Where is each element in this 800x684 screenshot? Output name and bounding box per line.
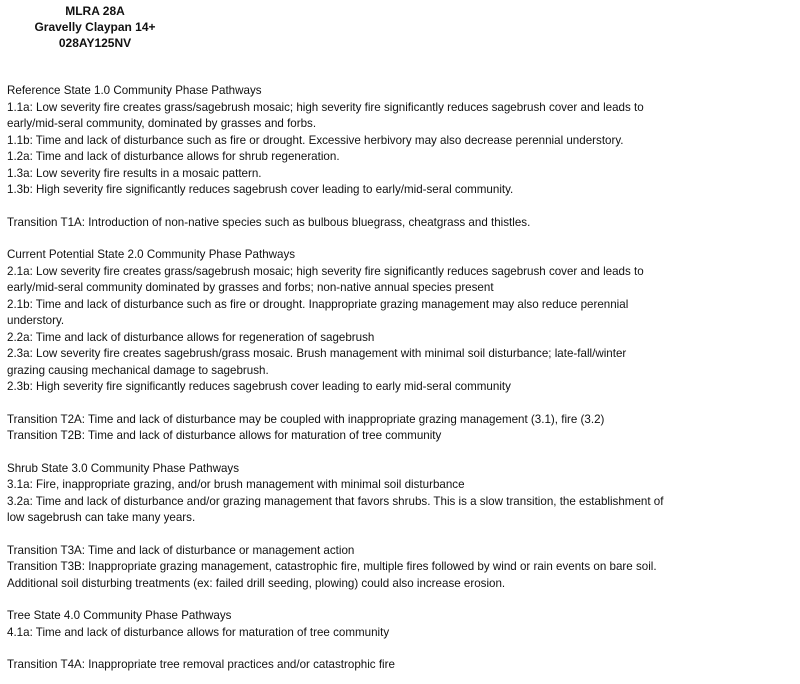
spacer [7,396,795,412]
spacer [7,641,795,657]
text-line: Transition T2A: Time and lack of disturbance may be coupled with inappropriate grazing management (3.1), fire (3.2) [7,412,605,426]
text-line: grazing causing mechanical damage to sagebrush. [7,363,269,377]
text-line: early/mid-seral community dominated by grasses and forbs; non-native annual species present [7,281,494,294]
section-heading: Shrub State 3.0 Community Phase Pathways [7,461,239,475]
text-line: 2.2a: Time and lack of disturbance allows for regeneration of sagebrush [7,330,375,344]
section-transition-t4a [7,657,795,674]
text-line: 1.1a: Low severity fire creates grass/sagebrush mosaic; high severity fire significantly reduces sagebrush cover and leads to [7,100,644,114]
section-current-potential-state [7,247,795,396]
text-line: low sagebrush can take many years. [7,511,196,524]
text-line: early/mid-seral community, dominated by grasses and forbs. [7,117,317,130]
document-header [0,3,190,51]
text-line: 1.3a: Low severity fire results in a mosaic pattern. [7,166,262,180]
text-line: 3.1a: Fire, inappropriate grazing, and/or brush management with minimal soil disturbance [7,478,465,491]
header-mlra: MLRA 28A [65,4,125,18]
text-line: 4.1a: Time and lack of disturbance allows for maturation of tree community [7,625,390,639]
text-line: Transition T4A: Inappropriate tree removal practices and/or catastrophic fire [7,658,395,671]
section-transitions-t3 [7,543,795,593]
spacer [7,527,795,543]
section-transition-t1a [7,215,795,232]
text-line: Transition T1A: Introduction of non-native species such as bulbous bluegrass, cheatgrass and thistles. [7,215,531,229]
section-heading: Tree State 4.0 Community Phase Pathways [7,609,232,622]
text-line: 2.3b: High severity fire significantly reduces sagebrush cover leading to early mid-seral community [7,380,511,393]
text-line: 2.1a: Low severity fire creates grass/sagebrush mosaic; high severity fire significantly reduces sagebrush cover and leads to [7,264,644,278]
text-line: 2.3a: Low severity fire creates sagebrush/grass mosaic. Brush management with minimal soil disturbance; late-fall/winter [7,347,627,360]
section-transitions-t2 [7,412,795,445]
text-line: Transition T3B: Inappropriate grazing management, catastrophic fire, multiple fires followed by wind or rain events on bare soil. [7,560,657,573]
text-line: 1.1b: Time and lack of disturbance such as fire or drought. Excessive herbivory may also decrease perennial understory. [7,133,624,147]
spacer [7,199,795,215]
spacer [7,592,795,608]
text-line: 1.3b: High severity fire significantly reduces sagebrush cover leading to early/mid-seral community. [7,183,514,196]
text-line: Transition T3A: Time and lack of disturbance or management action [7,543,355,557]
text-line: 3.2a: Time and lack of disturbance and/or grazing management that favors shrubs. This is a slow transition, the establishment of [7,494,664,508]
header-site-id: 028AY125NV [58,36,132,50]
header-site-name: Gravelly Claypan 14+ [34,20,156,34]
document-body [7,83,795,674]
text-line: understory. [7,314,65,327]
section-reference-state [7,83,795,199]
spacer [7,231,795,247]
text-line: Transition T2B: Time and lack of disturbance allows for maturation of tree community [7,429,442,442]
section-tree-state [7,608,795,641]
text-line: 1.2a: Time and lack of disturbance allows for shrub regeneration. [7,150,340,163]
spacer [7,445,795,461]
section-shrub-state [7,461,795,527]
text-line: 2.1b: Time and lack of disturbance such as fire or drought. Inappropriate grazing management may also reduce perennial [7,297,629,311]
text-line: Additional soil disturbing treatments (ex: failed drill seeding, plowing) could also increase erosion. [7,576,506,590]
section-heading: Current Potential State 2.0 Community Phase Pathways [7,248,296,261]
section-heading: Reference State 1.0 Community Phase Pathways [7,84,262,97]
